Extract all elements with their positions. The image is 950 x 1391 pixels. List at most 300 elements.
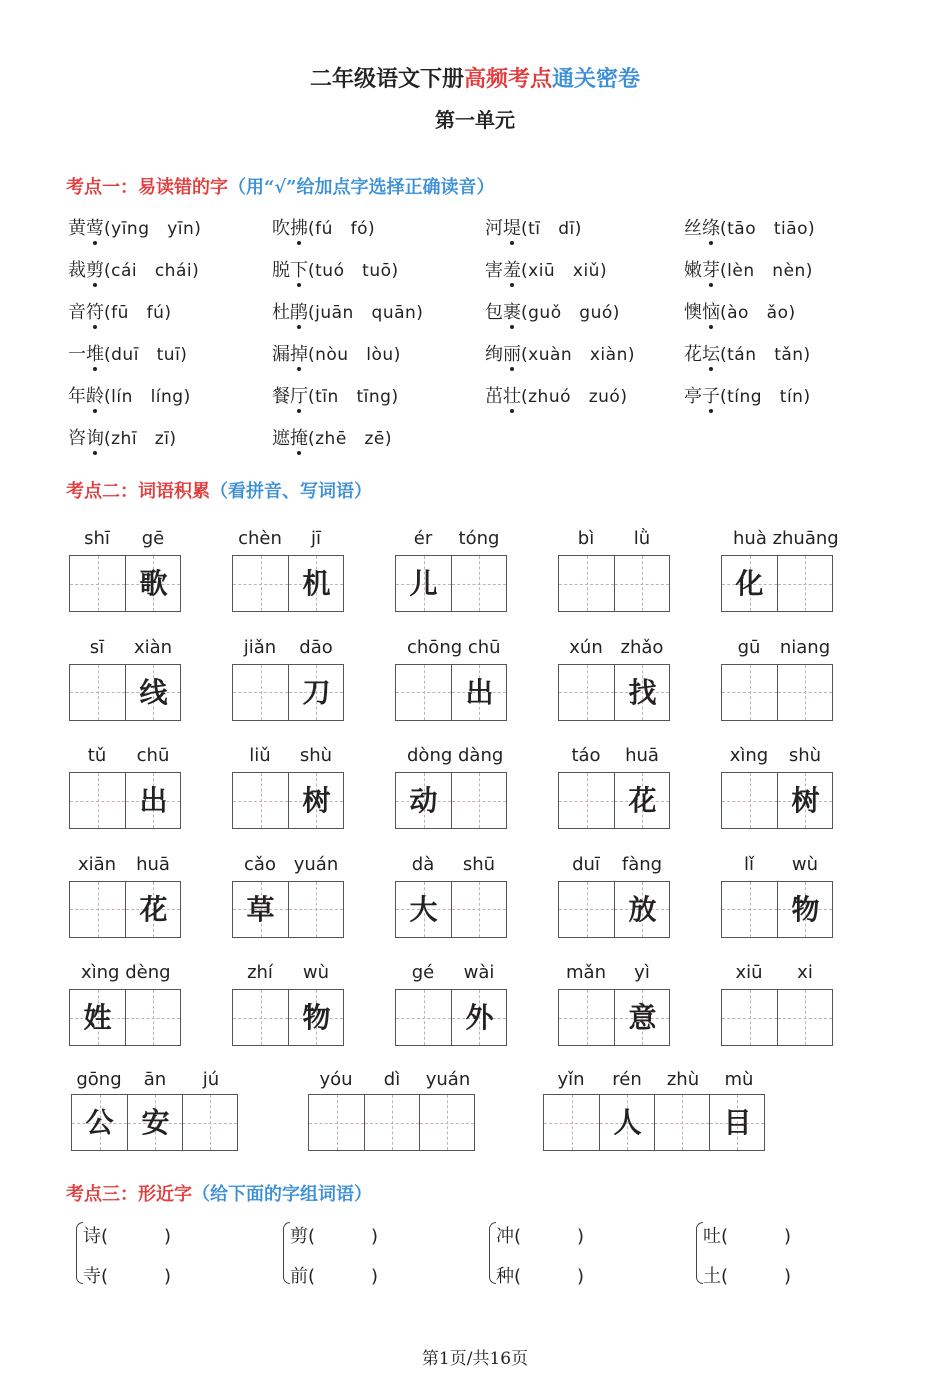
grid-char: 目 [723,1106,752,1139]
dotted-char: 堆 [86,344,104,365]
grid-cell [559,773,614,828]
title-part: 二年级语文下册 [309,66,464,92]
grid-char: 物 [302,1001,331,1034]
reading-item [272,340,401,366]
word-char: 包 [485,302,503,323]
similar-char: 冲( [496,1226,522,1247]
writing-grid [543,1094,765,1151]
writing-grid [721,772,833,829]
grid-cell [559,882,614,937]
section3-note: （给下面的字组词语） [192,1184,372,1205]
similar-char: 前( [290,1266,316,1287]
close-paren: ) [164,1266,172,1287]
pinyin-label: yuán [425,1069,471,1090]
pinyin-label: wài [463,962,495,983]
grid-char: 出 [139,784,168,817]
dotted-char: 绦 [702,218,720,239]
grid-cell [396,990,451,1045]
grid-char: 草 [246,892,275,926]
grid-char: 动 [409,784,438,817]
pinyin-label: dòng dàng [407,745,504,766]
writing-grid [558,772,670,829]
pinyin-options: (lín líng) [104,387,191,407]
word-char: 年 [68,386,86,407]
pinyin-label: mù [724,1069,754,1090]
grid-cell [70,882,125,937]
pinyin-label: shù [788,745,822,766]
word-char: 茁 [485,386,503,407]
grid-char: 姓 [83,1001,112,1034]
grid-cell [544,1095,599,1150]
dotted-char: 莺 [86,218,104,239]
pinyin-label: wù [302,962,330,983]
reading-item [684,298,796,324]
grid-cell [709,1095,764,1150]
reading-item [272,298,423,324]
grid-cell [396,882,451,937]
word-char: 遮 [272,428,290,449]
reading-item [272,214,375,240]
pinyin-label: zhǎo [620,636,664,658]
word-char: 漏 [272,344,290,365]
char-group-item [496,1262,584,1288]
pinyin-label: yóu [319,1069,353,1090]
pinyin-options: (fū fú) [104,303,172,323]
grid-cell [70,990,125,1045]
pinyin-label: yuán [293,853,339,875]
pinyin-label: zhù [666,1069,700,1090]
grid-char: 大 [409,892,438,926]
dotted-char: 子 [702,386,720,407]
similar-char: 种( [496,1266,522,1287]
grid-cell [559,556,614,611]
reading-item [485,298,620,324]
word-char: 嫩 [684,260,702,281]
section1-heading [66,173,495,199]
grid-cell [288,665,343,720]
grid-char: 出 [465,675,494,709]
grid-cell [396,556,451,611]
word-char: 害 [485,260,503,281]
similar-char: 寺( [83,1266,109,1287]
reading-item [68,256,199,282]
reading-item [684,340,811,366]
grid-cell [777,556,832,611]
close-paren: ) [371,1226,379,1247]
pinyin-label: huā [625,745,659,766]
pinyin-label: rén [612,1069,642,1090]
pinyin-label: sī [89,636,105,658]
close-paren: ) [784,1266,792,1287]
close-paren: ) [371,1266,379,1287]
dotted-char: 丽 [503,344,521,365]
reading-item [68,340,187,366]
pinyin-label: chōng chū [407,636,501,658]
writing-grid [721,555,833,612]
pinyin-label: fàng [621,853,663,875]
word-char: 花 [684,344,702,365]
char-group-item [290,1222,378,1248]
close-paren: ) [577,1266,585,1287]
grid-char: 放 [628,892,657,926]
grid-char: 刀 [302,675,331,709]
close-paren: ) [577,1226,585,1247]
writing-grid [395,555,507,612]
writing-grid [69,772,181,829]
grid-char: 歌 [139,567,168,600]
grid-cell [233,665,288,720]
pinyin-options: (yīng yīn) [104,219,202,239]
grid-cell [451,773,506,828]
grid-cell [419,1095,474,1150]
grid-cell [614,665,669,720]
writing-grid [721,881,833,938]
grid-cell [614,556,669,611]
pinyin-label: ér [413,528,433,549]
grid-cell [72,1095,127,1150]
dotted-char: 下 [290,260,308,281]
pinyin-label: dì [383,1069,401,1090]
grid-cell [777,665,832,720]
grid-char: 儿 [409,567,438,600]
word-char: 餐 [272,386,290,407]
unit-title: 第一单元 [435,108,515,132]
dotted-char: 羞 [503,260,521,281]
section2-title: 考点二：词语积累 [66,481,210,502]
pinyin-label: táo [571,745,601,766]
pinyin-label: jú [202,1069,220,1090]
writing-grid [69,881,181,938]
section2-heading [66,477,372,503]
dotted-char: 壮 [503,386,521,407]
dotted-char: 芽 [702,260,720,281]
grid-char: 机 [302,567,331,600]
reading-item [485,382,627,408]
reading-item [684,382,811,408]
pinyin-label: shū [462,853,496,875]
section1-note: （用“√”给加点字选择正确读音） [228,177,495,198]
writing-grid [69,664,181,721]
pinyin-options: (tī dī) [521,219,582,239]
brace [76,1222,83,1284]
grid-cell [451,990,506,1045]
dotted-char: 剪 [86,260,104,281]
pinyin-options: (tāo tiāo) [720,219,816,239]
pinyin-label: chū [136,745,170,766]
dotted-char: 裹 [503,302,521,323]
pinyin-options: (zhē zē) [308,429,393,449]
grid-cell [722,556,777,611]
writing-grid [395,989,507,1046]
char-group-item [83,1222,171,1248]
similar-char: 吐( [703,1226,729,1247]
grid-cell [364,1095,419,1150]
pinyin-options: (xuàn xiàn) [521,345,635,365]
grid-cell [777,773,832,828]
writing-grid [71,1094,238,1151]
pinyin-label: lǜ [633,528,651,549]
grid-cell [288,556,343,611]
pinyin-label: tóng [458,528,500,549]
pinyin-options: (juān quān) [308,303,424,323]
word-char: 一 [68,344,86,365]
reading-item [68,382,191,408]
grid-cell [125,773,180,828]
grid-char: 物 [791,892,820,926]
writing-grid [69,989,181,1046]
grid-cell [396,773,451,828]
writing-grid [69,555,181,612]
pinyin-label: lǐ [743,853,754,875]
pinyin-label: chèn [238,528,282,549]
grid-char: 找 [628,675,657,709]
grid-cell [722,882,777,937]
reading-item [272,382,399,408]
pinyin-options: (guǒ guó) [521,303,620,323]
writing-grid [232,772,344,829]
title-highlight: 高频考点 [463,66,552,92]
reading-item [68,298,172,324]
reading-item [684,214,815,240]
close-paren: ) [784,1226,792,1247]
dotted-char: 符 [86,302,104,323]
pinyin-options: (tuó tuō) [308,261,399,281]
word-char: 脱 [272,260,290,281]
pinyin-options: (fú fó) [308,219,376,239]
pinyin-label: huà zhuāng [733,528,839,549]
word-char: 懊 [684,302,702,323]
pinyin-label: wù [791,853,819,875]
reading-item [485,256,607,282]
pinyin-options: (lèn nèn) [720,261,813,281]
pinyin-label: xún [569,636,603,658]
dotted-char: 鹃 [290,302,308,323]
char-group-item [703,1262,791,1288]
writing-grid [558,555,670,612]
pinyin-label: xi [797,962,813,983]
dotted-char: 拂 [290,218,308,239]
reading-item [485,214,582,240]
grid-cell [288,990,343,1045]
pinyin-options: (nòu lòu) [308,345,401,365]
grid-cell [559,665,614,720]
reading-item [68,424,177,450]
brace [696,1222,703,1284]
pinyin-label: tǔ [87,745,107,766]
dotted-char: 堤 [503,218,521,239]
pinyin-label: xiān [77,853,117,875]
section1-title: 考点一：易读错的字 [66,177,228,198]
pinyin-label: huā [136,853,170,875]
pinyin-label: gōng [76,1069,122,1090]
writing-grid [232,989,344,1046]
char-group-item [83,1262,171,1288]
word-char: 杜 [272,302,290,323]
pinyin-label: gū [737,636,761,658]
pinyin-label: ān [143,1069,167,1090]
grid-cell [125,665,180,720]
word-char: 绚 [485,344,503,365]
similar-char: 剪( [290,1226,316,1247]
reading-item [485,340,635,366]
similar-char: 土( [703,1266,729,1287]
reading-item [68,214,201,240]
writing-grid [558,664,670,721]
word-char: 咨 [68,428,86,449]
reading-item [684,256,813,282]
grid-cell [396,665,451,720]
pinyin-options: (duī tuī) [104,345,188,365]
grid-char: 人 [613,1106,642,1139]
grid-char: 树 [302,784,331,817]
word-char: 吹 [272,218,290,239]
grid-cell [599,1095,654,1150]
dotted-char: 掩 [290,428,308,449]
grid-cell [451,882,506,937]
pinyin-options: (xiū xiǔ) [521,261,608,281]
writing-grid [395,881,507,938]
brace [283,1222,290,1284]
writing-grid [558,989,670,1046]
close-paren: ) [164,1226,172,1247]
writing-grid [395,664,507,721]
writing-grid [721,989,833,1046]
reading-item [272,256,399,282]
pinyin-label: zhí [247,962,273,983]
writing-grid [721,664,833,721]
word-char: 丝 [684,218,702,239]
grid-cell [559,990,614,1045]
word-char: 黄 [68,218,86,239]
pinyin-options: (ào ǎo) [720,303,796,323]
brace [489,1222,496,1284]
writing-grid [232,555,344,612]
pinyin-options: (zhī zī) [104,429,177,449]
char-group-item [703,1222,791,1248]
pinyin-label: gé [411,962,435,983]
word-char: 河 [485,218,503,239]
pinyin-label: jī [310,528,321,549]
grid-char: 花 [139,892,168,926]
pinyin-options: (cái chái) [104,261,200,281]
word-char: 音 [68,302,86,323]
grid-cell [125,990,180,1045]
pinyin-label: jiǎn [243,636,277,658]
grid-cell [777,882,832,937]
grid-char: 安 [141,1106,170,1139]
grid-cell [233,773,288,828]
grid-char: 外 [465,1001,494,1034]
dotted-char: 厅 [290,386,308,407]
section3-title: 考点三：形近字 [66,1184,192,1205]
pinyin-label: shù [299,745,333,766]
grid-cell [451,556,506,611]
grid-char: 树 [791,784,820,817]
pinyin-label: xìng dèng [81,962,171,983]
grid-cell [654,1095,709,1150]
pinyin-label: yǐn [557,1069,585,1090]
grid-cell [309,1095,364,1150]
pinyin-label: gē [141,528,165,549]
section2-note: （看拼音、写词语） [210,481,372,502]
grid-cell [614,990,669,1045]
writing-grid [558,881,670,938]
grid-cell [777,990,832,1045]
grid-char: 公 [85,1106,114,1139]
grid-char: 花 [628,784,657,817]
reading-item [272,424,392,450]
grid-cell [127,1095,182,1150]
writing-grid [232,664,344,721]
writing-grid [232,881,344,938]
writing-grid [395,772,507,829]
grid-cell [70,556,125,611]
pinyin-label: shī [84,528,110,549]
pinyin-options: (tíng tín) [720,387,811,407]
page-footer: 第1页/共16页 [421,1349,529,1369]
dotted-char: 坛 [702,344,720,365]
pinyin-label: xìng [729,745,769,766]
grid-char: 化 [735,567,764,600]
pinyin-options: (tīn tīng) [308,387,399,407]
grid-cell [722,665,777,720]
grid-cell [451,665,506,720]
writing-grid [308,1094,475,1151]
pinyin-label: cǎo [244,853,276,875]
similar-char: 诗( [83,1226,109,1247]
pinyin-label: liǔ [249,745,271,766]
grid-cell [722,990,777,1045]
section3-heading [66,1180,372,1206]
word-char: 亭 [684,386,702,407]
pinyin-label: yì [634,962,650,983]
grid-cell [233,882,288,937]
grid-cell [288,773,343,828]
grid-cell [614,882,669,937]
pinyin-options: (tán tǎn) [720,345,811,365]
page-title [0,62,950,93]
grid-cell [288,882,343,937]
word-char: 裁 [68,260,86,281]
dotted-char: 掉 [290,344,308,365]
dotted-char: 龄 [86,386,104,407]
pinyin-label: niang [779,636,831,658]
grid-cell [125,882,180,937]
pinyin-label: xiū [735,962,763,983]
pinyin-label: bì [577,528,595,549]
pinyin-label: duī [572,853,600,875]
pinyin-label: mǎn [566,962,606,983]
dotted-char: 询 [86,428,104,449]
pinyin-label: dāo [299,636,333,658]
grid-char: 线 [139,675,168,709]
pinyin-label: xiàn [133,636,173,658]
grid-cell [614,773,669,828]
grid-char: 意 [628,1001,657,1034]
grid-cell [182,1095,237,1150]
pinyin-label: dà [411,853,435,875]
grid-cell [233,990,288,1045]
title-highlight-blue: 通关密卷 [552,66,641,92]
dotted-char: 恼 [702,302,720,323]
char-group-item [290,1262,378,1288]
grid-cell [70,665,125,720]
grid-cell [70,773,125,828]
grid-cell [233,556,288,611]
grid-cell [722,773,777,828]
pinyin-options: (zhuó zuó) [521,387,628,407]
grid-cell [125,556,180,611]
